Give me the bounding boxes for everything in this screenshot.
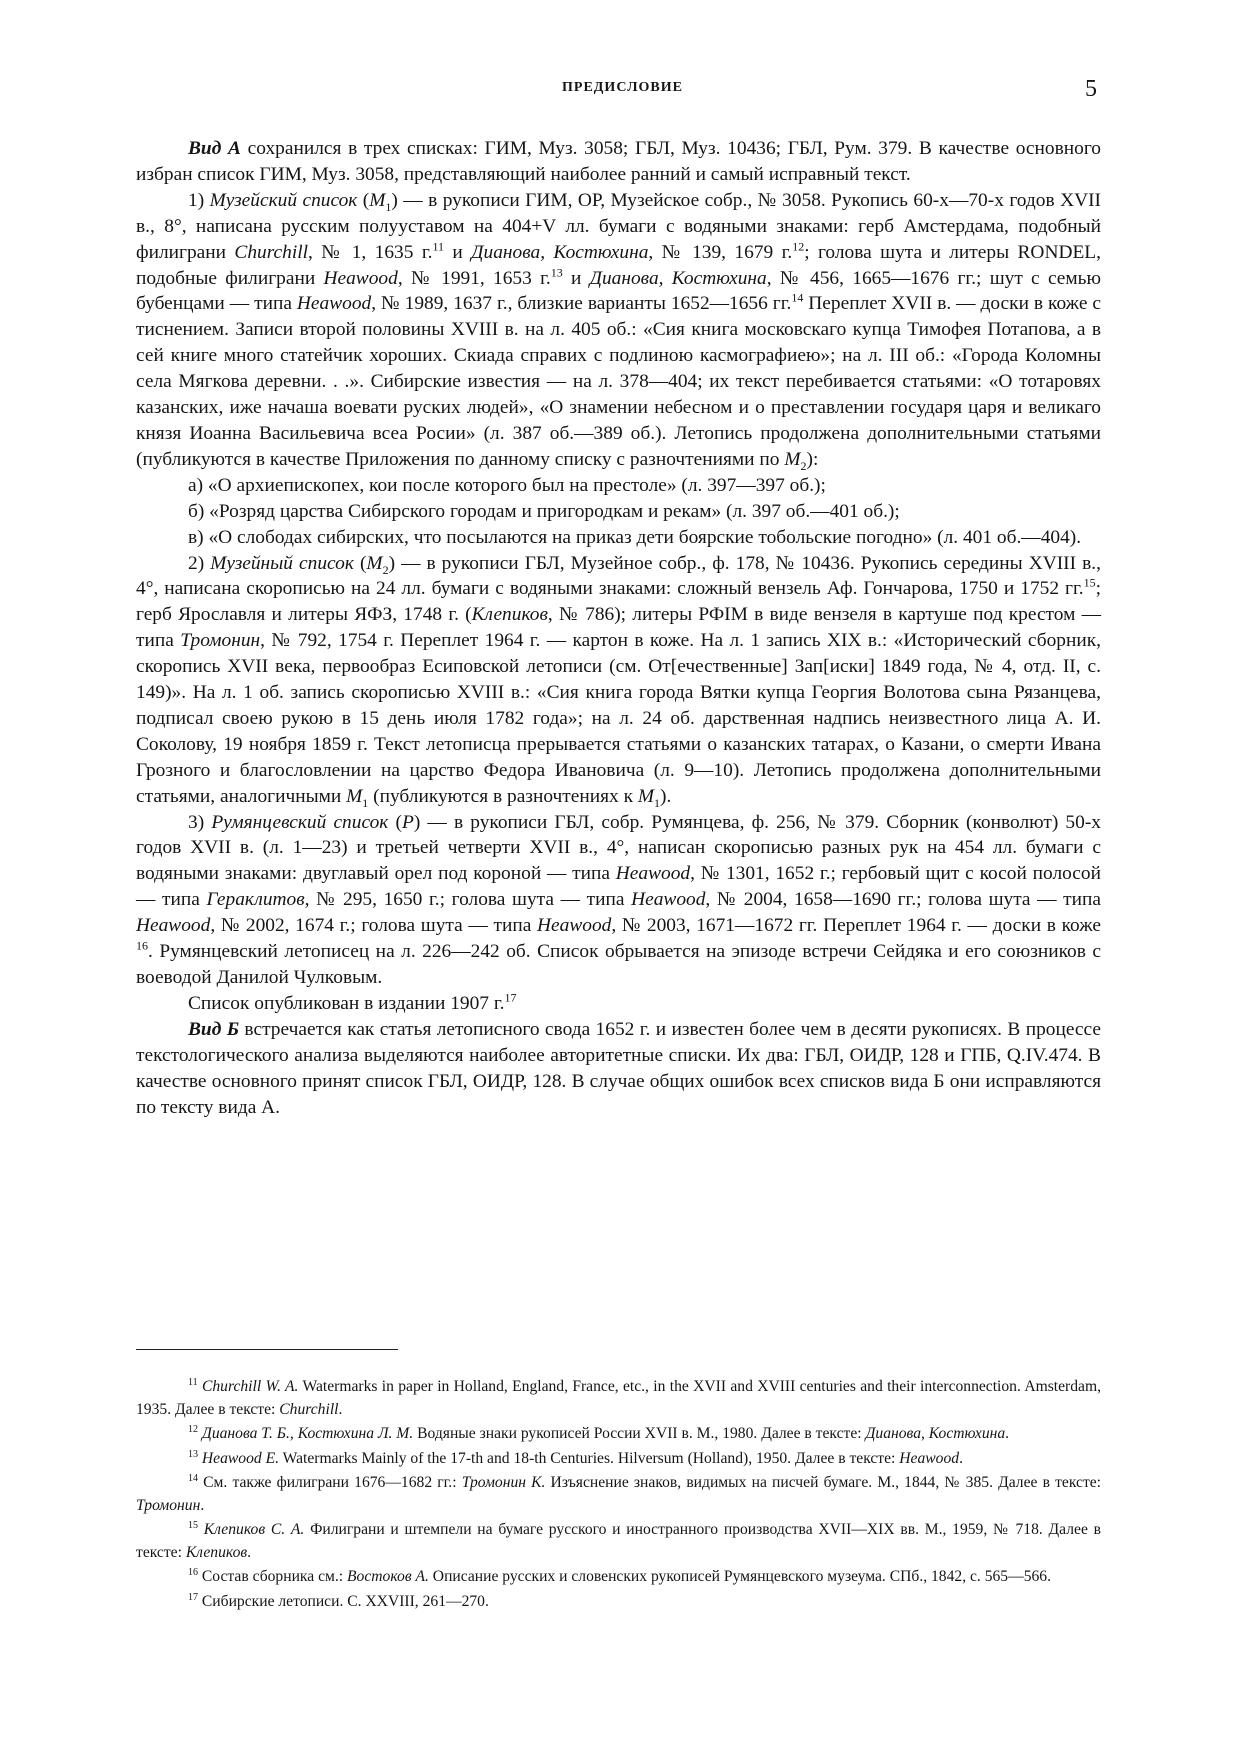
paragraph-rumyantsevsky-list: 3) Румянцевский список (Р) — в рукописи ГБЛ, собр. Румянцева, ф. 256, № 379. Сборник (конволют) 50-х годов XVII в. (л. 1—23) и третьей четверти XVII в., 4°, написан скорописью разных рук на 454 лл. бумаги с водяными знаками: двуглавый орел под короной — типа Heawood, № 1301, 1652 г.; гербовый щит с косой полосой — типа Гераклитов, № 295, 1650 г.; голова шута — типа Heawood, № 2004, 1658—1690 гг.; голова шута — типа Heawood, № 2002, 1674 г.; голова шута — типа Heawood, № 2003, 1671—1672 гг. Переплет 1964 г. — доски в коже $^{16}$. Румянцевский летописец на л. 226—242 об. Список обрывается на эпизоде встречи Сейдяка и его союзников с воеводой Данилой Чулковым. bbox=[136, 811, 1102, 988]
footnote-12: $^{12}$ Дианова Т. Б., Костюхина Л. М. Водяные знаки рукописей России XVII в. М., 1980. Далее в тексте: Дианова, Костюхина. bbox=[188, 1423, 1010, 1442]
page-number: 5 bbox=[1085, 76, 1097, 102]
footnote-16: $^{16}$ Состав сборника см.: Востоков А. Описание русских и словенских рукописей Румянцевского музеума. СПб., 1842, с. 565—566. bbox=[188, 1566, 1051, 1585]
paragraph-item-a: а) «О архиепископех, кои после которого был на престоле» (л. 397—397 об.); bbox=[188, 474, 826, 496]
paragraph-vid-b: Вид Б встречается как статья летописного свода 1652 г. и известен более чем в десяти рукописях. В процессе текстологического анализа выделяются наиболее авторитетные списки. Их два: ГБЛ, ОИДР, 128 и ГПБ, Q.IV.474. В качестве основного принят список ГБЛ, ОИДР, 128. В случае общих ошибок всех списков вида Б они исправляются по тексту вида А. bbox=[136, 1018, 1101, 1118]
paragraph-muzeisky-list: 1) Музейский список $(М_1)$ — в рукописи ГИМ, ОР, Музейское собр., № 3058. Рукопись 60-х—70-х годов XVII в., 8°, написана русским полууставом на 404+V лл. бумаги с водяными знаками: герб Амстердама, подобный филиграни Churchill, № 1, 1635 г.$^{11}$ и Дианова, Костюхина, № 139, 1679 г.$^{12}$; голова шута и литеры RONDEL, подобные филиграни Heawood, № 1991, 1653 г.$^{13}$ и Дианова, Костюхина, № 456, 1665—1676 гг.; шут с семью бубенцами — типа Heawood, № 1989, 1637 г., близкие варианты 1652—1656 гг.$^{14}$ Переплет XVII в. — доски в коже с тиснением. Записи второй половины XVIII в. на л. 405 об.: «Сия книга московскаго купца Тимофея Потапова, а в сей книге много статейчик хороших. Скиада справих с подлиною касмографиею»; на л. III об.: «Города Коломны села Мягкова деревни. . .». Сибирские известия — на л. 378—404; их текст перебивается статьями: «О тотаровях казанских, иже начаша воевати руских людей», «О знамении небесном и о преставлении государя царя и великаго князя Иоанна Васильевича всеа Росии» (л. 387 об.—389 об.). Летопись продолжена дополнительными статьями (публикуются в качестве Приложения по данному списку с разночтениями по $М_2$): bbox=[136, 189, 1101, 473]
paragraph-publication: Список опубликован в издании 1907 г.$^{17}$ bbox=[188, 990, 517, 1014]
paragraph-item-v: в) «О слободах сибирских, что посылаются на приказ дети боярские тобольские погодно» (л. 401 об.—404). bbox=[188, 526, 1082, 548]
paragraph-vid-a: Вид А сохранился в трех списках: ГИМ, Муз. 3058; ГБЛ, Муз. 10436; ГБЛ, Рум. 379. В качестве основного избран список ГИМ, Муз. 3058, представляющий наиболее ранний и самый исправный текст. bbox=[136, 138, 1101, 185]
footnote-divider bbox=[136, 1349, 398, 1350]
footnote-11: $^{11}$ Churchill W. A. Watermarks in paper in Holland, England, France, etc., in the XVII and XVIII centuries and their interconnection. Amsterdam, 1935. Далее в тексте: Churchill. bbox=[136, 1376, 1101, 1418]
footnote-13: $^{13}$ Heawood E. Watermarks Mainly of the 17-th and 18-th Centuries. Hilversum (Holland), 1950. Далее в тексте: Heawood. bbox=[188, 1448, 963, 1467]
footnote-14: $^{14}$ См. также филиграни 1676—1682 гг.: Тромонин К. Изъяснение знаков, видимых на писчей бумаге. М., 1844, № 385. Далее в тексте: Тромонин. bbox=[136, 1472, 1102, 1514]
footnote-17: $^{17}$ Сибирские летописи. С. XXVIII, 261—270. bbox=[188, 1591, 489, 1610]
paragraph-muzeiny-list: 2) Музейный список $(М_2)$ — в рукописи ГБЛ, Музейное собр., ф. 178, № 10436. Рукопись середины XVIII в., 4°, написана скорописью на 24 лл. бумаги с водяными знаками: сложный вензель Аф. Гончарова, 1750 и 1752 гг.$^{15}$; герб Ярославля и литеры ЯФЗ, 1748 г. (Клепиков, № 786); литеры РФІМ в виде вензеля в картуше под крестом — типа Тромонин, № 792, 1754 г. Переплет 1964 г. — картон в коже. На л. 1 запись XIX в.: «Исторический сборник, скоропись XVII века, первообраз Есиповской летописи (см. От[ечественные] Зап[иски] 1849 года, № 4, отд. II, с. 149)». На л. 1 об. запись скорописью XVIII в.: «Сия книга города Вятки купца Георгия Волотова сына Рязанцева, подписал своею рукою в 15 день июля 1782 года»; на л. 24 об. дарственная надпись неизвестного лица А. И. Соколову, 19 ноября 1859 г. Текст летописца прерывается статьями о казанских татарах, о Казани, о смерти Ивана Грозного и благословлении на царство Федора Ивановича (л. 9—10). Летопись продолжена дополнительными статьями, аналогичными $М_1$ (публикуются в разночтениях к $М_1$). bbox=[136, 552, 1101, 810]
paragraph-item-b: б) «Розряд царства Сибирского городам и пригородкам и рекам» (л. 397 об.—401 об.); bbox=[188, 500, 900, 522]
footnote-15: $^{15}$ Клепиков С. А. Филиграни и штемпели на бумаге русского и иностранного производства XVII—XIX вв. М., 1959, № 718. Далее в тексте: Клепиков. bbox=[136, 1519, 1101, 1561]
running-title: ПРЕДИСЛОВИЕ bbox=[562, 80, 683, 95]
main-text bbox=[136, 136, 1101, 1120]
footnotes bbox=[136, 1376, 1101, 1615]
